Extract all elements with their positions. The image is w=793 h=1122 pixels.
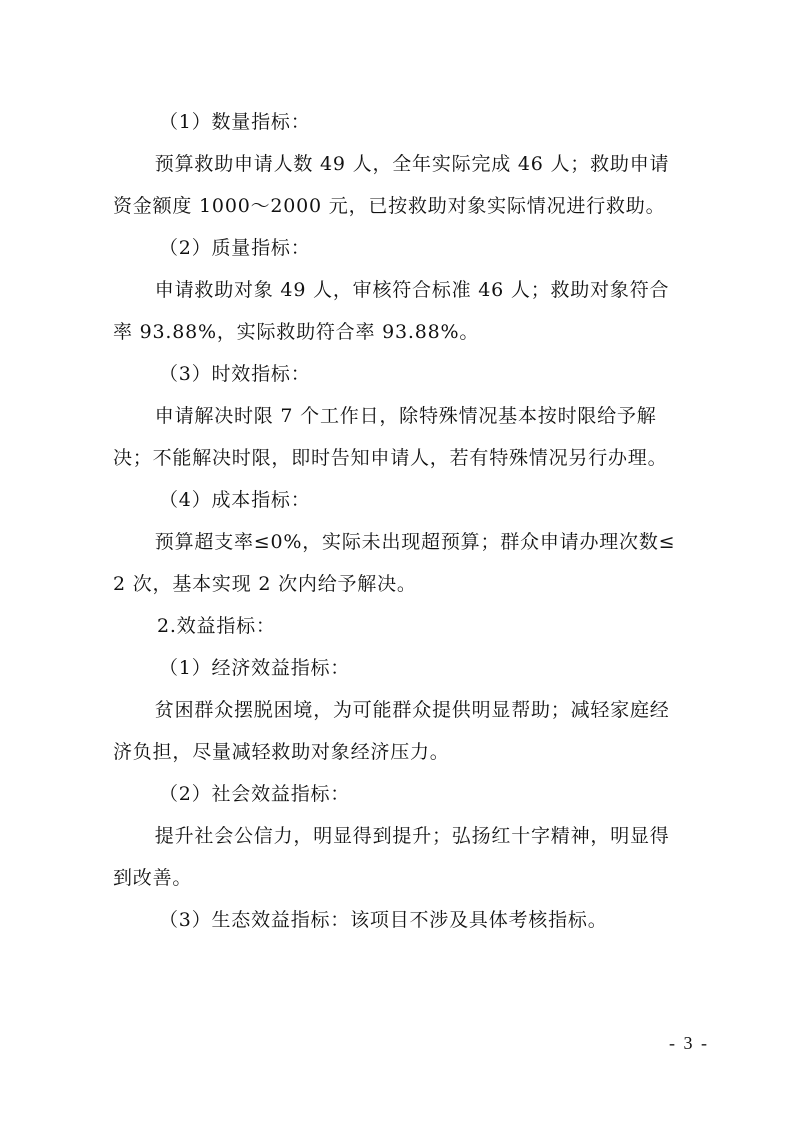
document-body xyxy=(113,101,685,941)
section-heading-quality: （2）质量指标： xyxy=(159,237,311,259)
section-heading-quantity: （1）数量指标： xyxy=(159,111,311,133)
paragraph-economic: 贫困群众摆脱困境，为可能群众提供明显帮助；减轻家庭经济负担，尽量减轻救助对象经济压力。 xyxy=(113,699,670,763)
paragraph-social: 提升社会公信力，明显得到提升；弘扬红十字精神，明显得到改善。 xyxy=(113,825,670,889)
section-heading-economic: （1）经济效益指标： xyxy=(159,657,351,679)
section-heading-timeliness: （3）时效指标： xyxy=(159,363,311,385)
paragraph-timeliness: 申请解决时限 7 个工作日，除特殊情况基本按时限给予解决；不能解决时限，即时告知申请人，若有特殊情况另行办理。 xyxy=(113,405,668,469)
section-heading-benefits: 2.效益指标： xyxy=(157,615,276,637)
paragraph-quality: 申请救助对象 49 人，审核符合标准 46 人；救助对象符合率 93.88%，实际救助符合率 93.88%。 xyxy=(113,279,670,343)
paragraph-quantity: 预算救助申请人数 49 人，全年实际完成 46 人；救助申请资金额度 1000～2000 元，已按救助对象实际情况进行救助。 xyxy=(113,153,670,217)
section-heading-cost: （4）成本指标： xyxy=(159,489,311,511)
paragraph-cost: 预算超支率≤0%，实际未出现超预算；群众申请办理次数≤2 次，基本实现 2 次内给予解决。 xyxy=(113,531,676,595)
page-number: - 3 - xyxy=(669,1033,709,1053)
section-heading-social: （2）社会效益指标： xyxy=(159,783,351,805)
section-heading-ecological: （3）生态效益指标：该项目不涉及具体考核指标。 xyxy=(159,909,608,931)
